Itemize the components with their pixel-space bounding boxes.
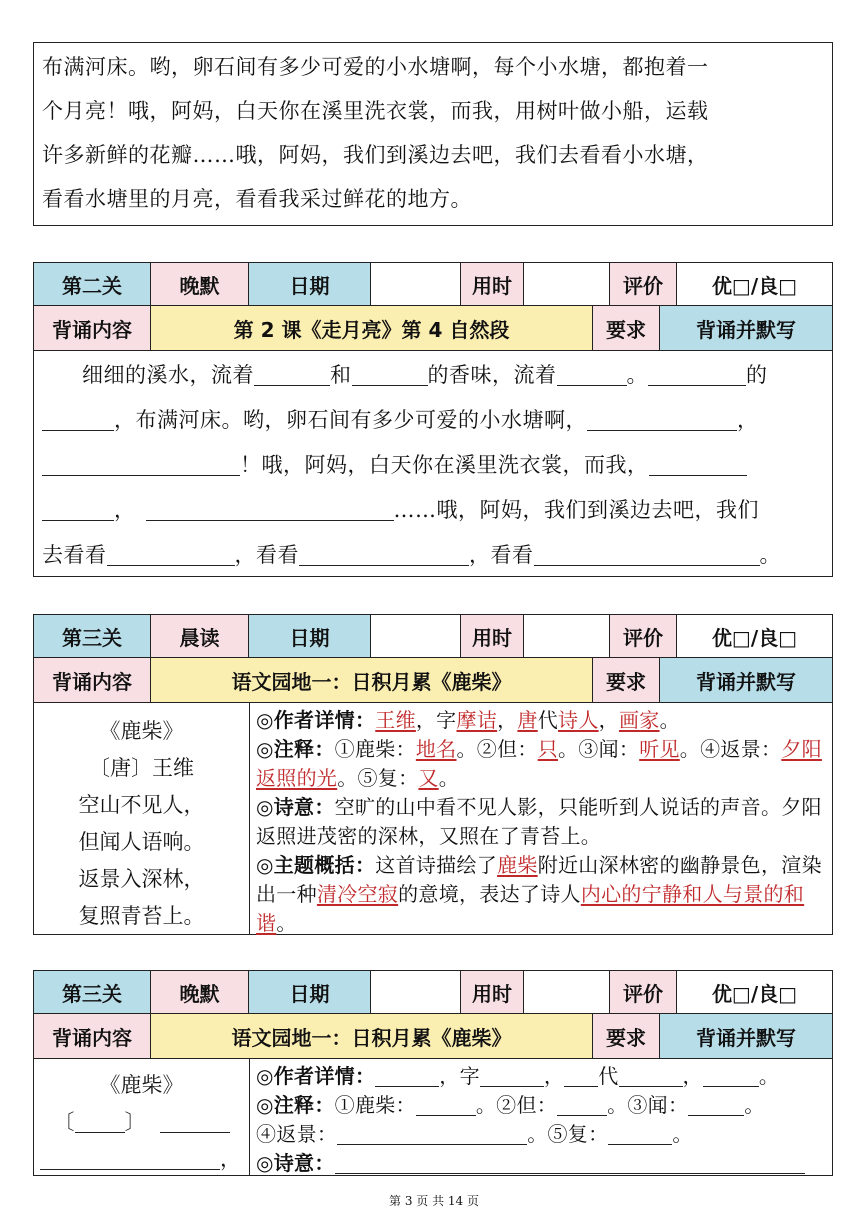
poem-line-blank bbox=[34, 1141, 249, 1175]
poem-line: 复照青苔上。 bbox=[78, 904, 205, 928]
answer-text: 摩诘 bbox=[456, 708, 498, 732]
requirement-value: 背诵并默写 bbox=[660, 658, 832, 702]
rating-label: 评价 bbox=[610, 615, 677, 657]
requirement-label: 要求 bbox=[593, 306, 660, 350]
blank[interactable] bbox=[587, 408, 737, 431]
blank[interactable] bbox=[146, 498, 394, 521]
requirement-label: 要求 bbox=[593, 658, 660, 702]
poem-author-blank bbox=[34, 1104, 249, 1141]
poem-notes bbox=[250, 703, 832, 934]
rating-label: 评价 bbox=[610, 263, 677, 305]
field-label: ◎作者详情： bbox=[256, 1064, 376, 1088]
time-label: 用时 bbox=[461, 615, 524, 657]
time-field[interactable] bbox=[524, 615, 610, 657]
rating-label: 评价 bbox=[610, 971, 677, 1013]
content-row bbox=[34, 306, 832, 351]
section-header bbox=[34, 971, 832, 1014]
field-label: ◎主题概括： bbox=[256, 853, 376, 877]
blank[interactable] bbox=[337, 1123, 527, 1145]
blank[interactable] bbox=[557, 363, 627, 386]
blank[interactable] bbox=[299, 543, 469, 566]
text-segment: 。 bbox=[758, 1064, 780, 1088]
blank[interactable] bbox=[619, 1065, 683, 1087]
answer-text: 听见 bbox=[639, 737, 680, 761]
content-value: 语文园地一：日积月累《鹿柴》 bbox=[151, 658, 593, 702]
text-segment: 。③闻： bbox=[607, 1093, 689, 1117]
text-segment: 的 bbox=[746, 363, 768, 387]
text-segment: 〔 bbox=[53, 1110, 75, 1134]
poem-title: 《鹿柴》 bbox=[99, 719, 184, 743]
text-segment: ，字 bbox=[439, 1064, 480, 1088]
answer-text: 又 bbox=[418, 766, 439, 790]
blank[interactable] bbox=[75, 1110, 125, 1133]
requirement-label: 要求 bbox=[593, 1014, 660, 1058]
text-segment: 附近山深林密的幽静景色，渲染出一种 bbox=[256, 853, 822, 906]
session-label: 晚默 bbox=[151, 971, 249, 1013]
content-value: 第 2 课《走月亮》第 4 自然段 bbox=[151, 306, 593, 350]
field-label: ◎诗意： bbox=[256, 1151, 335, 1175]
blank[interactable] bbox=[375, 1065, 439, 1087]
answer-text: 唐 bbox=[517, 708, 538, 732]
blank[interactable] bbox=[703, 1065, 759, 1087]
dictation-area bbox=[34, 351, 832, 580]
content-value: 语文园地一：日积月累《鹿柴》 bbox=[151, 1014, 593, 1058]
content-label: 背诵内容 bbox=[34, 658, 151, 702]
requirement-value: 背诵并默写 bbox=[660, 1014, 832, 1058]
text-segment: ！哦，阿妈，白天你在溪里洗衣裳，而我， bbox=[240, 453, 649, 477]
content-row bbox=[34, 1014, 832, 1059]
session-label: 晚默 bbox=[151, 263, 249, 305]
text-segment: 。 bbox=[438, 766, 460, 790]
section-4 bbox=[33, 970, 833, 1176]
time-field[interactable] bbox=[524, 263, 610, 305]
poem-line: 但闻人语响。 bbox=[78, 830, 205, 854]
text-segment: 。 bbox=[744, 1093, 765, 1117]
time-field[interactable] bbox=[524, 971, 610, 1013]
poem-meaning bbox=[256, 793, 826, 851]
poem-title: 《鹿柴》 bbox=[99, 1073, 184, 1097]
poem-content bbox=[34, 703, 832, 934]
text-segment: ， bbox=[220, 1147, 241, 1171]
poem-author: 〔唐〕王维 bbox=[89, 756, 194, 780]
section-3 bbox=[33, 614, 833, 935]
answer-text: 画家 bbox=[618, 708, 660, 732]
text-segment: ，看看 bbox=[234, 543, 299, 567]
blank[interactable] bbox=[335, 1152, 805, 1174]
answer-text: 地名 bbox=[415, 737, 457, 761]
dictation-line bbox=[42, 488, 824, 533]
poem-line: 空山不见人， bbox=[78, 793, 205, 817]
blank[interactable] bbox=[40, 1147, 220, 1170]
date-field[interactable] bbox=[371, 971, 461, 1013]
blank[interactable] bbox=[534, 543, 760, 566]
date-label: 日期 bbox=[249, 263, 371, 305]
paragraph-line: 许多新鲜的花瓣……哦，阿妈，我们到溪边去吧，我们去看看小水塘， bbox=[42, 143, 709, 167]
blank[interactable] bbox=[42, 498, 114, 521]
text-segment: 。②但： bbox=[456, 737, 538, 761]
session-label: 晨读 bbox=[151, 615, 249, 657]
annotations-cont bbox=[256, 1120, 826, 1149]
date-field[interactable] bbox=[371, 615, 461, 657]
field-label: ◎作者详情： bbox=[256, 708, 376, 732]
date-label: 日期 bbox=[249, 615, 371, 657]
blank[interactable] bbox=[416, 1094, 476, 1116]
text-segment: 。④ bbox=[679, 737, 721, 761]
author-details bbox=[256, 1062, 826, 1091]
answer-text: 清冷空寂 bbox=[316, 882, 399, 906]
text-segment: 去看看 bbox=[42, 543, 107, 567]
answer-text: 内心的宁静和人与景的和谐 bbox=[256, 882, 805, 935]
blank[interactable] bbox=[254, 363, 330, 386]
poem-text bbox=[34, 703, 250, 934]
blank[interactable] bbox=[557, 1094, 607, 1116]
text-segment: 。⑤复： bbox=[527, 1122, 609, 1146]
top-paragraph-box bbox=[33, 42, 833, 226]
requirement-value: 背诵并默写 bbox=[660, 306, 832, 350]
text-segment: ， bbox=[737, 408, 759, 432]
text-segment: 和 bbox=[330, 363, 352, 387]
text-segment: ， bbox=[598, 708, 619, 732]
rating-options[interactable]: 优□/良□ bbox=[677, 263, 832, 305]
dictation-line bbox=[42, 443, 824, 488]
text-segment: 。⑤复： bbox=[337, 766, 419, 790]
section-header bbox=[34, 615, 832, 658]
text-segment: ……哦，阿妈，我们到溪边去吧，我们 bbox=[393, 498, 759, 522]
content-label: 背诵内容 bbox=[34, 306, 151, 350]
text-segment: 这首诗描绘了 bbox=[375, 853, 498, 877]
time-label: 用时 bbox=[461, 971, 524, 1013]
text-segment: ，布满河床。哟，卵石间有多少可爱的小水塘啊， bbox=[114, 408, 587, 432]
answer-text: 夕阳返照的光 bbox=[256, 737, 822, 790]
blank[interactable] bbox=[352, 363, 428, 386]
field-label: ◎注释： bbox=[256, 1093, 335, 1117]
text-segment: 代 bbox=[598, 1064, 619, 1088]
poem-content bbox=[34, 1059, 832, 1175]
text-segment: ， bbox=[682, 1064, 703, 1088]
text-segment: 空旷的山中看不见人影，只能听到人说话的声音。夕阳返照进茂密的深林，又照在了青苔上。 bbox=[256, 795, 822, 848]
level-label: 第二关 bbox=[34, 263, 151, 305]
blank[interactable] bbox=[42, 408, 114, 431]
answer-text: 鹿柴 bbox=[497, 853, 538, 877]
text-segment: 代 bbox=[537, 708, 559, 732]
text-segment: ④返景： bbox=[256, 1122, 338, 1146]
text-segment: 。②但： bbox=[475, 1093, 558, 1117]
poem-line: 返景入深林， bbox=[78, 867, 205, 891]
text-segment: 。 bbox=[659, 708, 680, 732]
text-segment: 的意境，表达了诗人 bbox=[398, 882, 581, 906]
field-label: ◎诗意： bbox=[256, 795, 335, 819]
text-segment: 细细的溪水，流着 bbox=[82, 363, 254, 387]
text-segment: ①鹿柴： bbox=[334, 737, 416, 761]
paragraph-line: 布满河床。哟，卵石间有多少可爱的小水塘啊，每个小水塘，都抱着一 bbox=[42, 55, 709, 79]
time-label: 用时 bbox=[461, 263, 524, 305]
blank[interactable] bbox=[42, 453, 240, 476]
answer-text: 诗人 bbox=[558, 708, 599, 732]
poem-meaning bbox=[256, 1149, 826, 1175]
text-segment: 返景： bbox=[720, 737, 782, 761]
text-segment: ， bbox=[114, 498, 136, 522]
text-segment: 。 bbox=[276, 911, 297, 935]
annotations bbox=[256, 735, 826, 793]
answer-text: 王维 bbox=[375, 708, 416, 732]
blank[interactable] bbox=[608, 1123, 672, 1145]
text-segment: ，看看 bbox=[469, 543, 534, 567]
annotations bbox=[256, 1091, 826, 1120]
content-label: 背诵内容 bbox=[34, 1014, 151, 1058]
blank[interactable] bbox=[649, 453, 747, 476]
level-label: 第三关 bbox=[34, 971, 151, 1013]
text-segment: ， bbox=[497, 708, 518, 732]
text-segment: 。 bbox=[626, 363, 648, 387]
theme-summary bbox=[256, 851, 826, 938]
date-label: 日期 bbox=[249, 971, 371, 1013]
field-label: ◎注释： bbox=[256, 737, 335, 761]
dictation-line bbox=[42, 533, 824, 578]
paragraph-line: 看看水塘里的月亮，看看我采过鲜花的地方。 bbox=[42, 187, 472, 211]
level-label: 第三关 bbox=[34, 615, 151, 657]
paragraph-line: 个月亮！哦，阿妈，白天你在溪里洗衣裳，而我，用树叶做小船，运载 bbox=[42, 99, 709, 123]
poem-notes bbox=[250, 1059, 832, 1175]
dictation-line bbox=[42, 398, 824, 443]
text-segment: ，字 bbox=[415, 708, 457, 732]
blank[interactable] bbox=[648, 363, 746, 386]
author-details bbox=[256, 706, 826, 735]
rating-options[interactable]: 优□/良□ bbox=[677, 615, 832, 657]
text-segment: 。 bbox=[759, 543, 781, 567]
text-segment: 。 bbox=[672, 1122, 693, 1146]
poem-text bbox=[34, 1059, 250, 1175]
text-segment: 〕 bbox=[124, 1110, 146, 1134]
content-row bbox=[34, 658, 832, 703]
text-segment: 。③闻： bbox=[557, 737, 640, 761]
blank[interactable] bbox=[480, 1065, 544, 1087]
text-segment: ①鹿柴： bbox=[334, 1093, 416, 1117]
text-segment: 的香味，流着 bbox=[427, 363, 557, 387]
section-2 bbox=[33, 262, 833, 577]
dictation-line bbox=[42, 353, 824, 398]
text-segment: ， bbox=[543, 1064, 565, 1088]
rating-options[interactable]: 优□/良□ bbox=[677, 971, 832, 1013]
blank[interactable] bbox=[688, 1094, 744, 1116]
blank[interactable] bbox=[107, 543, 235, 566]
section-header bbox=[34, 263, 832, 306]
blank[interactable] bbox=[564, 1065, 598, 1087]
blank[interactable] bbox=[160, 1110, 230, 1133]
page-footer: 第 3 页 共 14 页 bbox=[389, 1194, 479, 1208]
answer-text: 只 bbox=[537, 737, 558, 761]
date-field[interactable] bbox=[371, 263, 461, 305]
